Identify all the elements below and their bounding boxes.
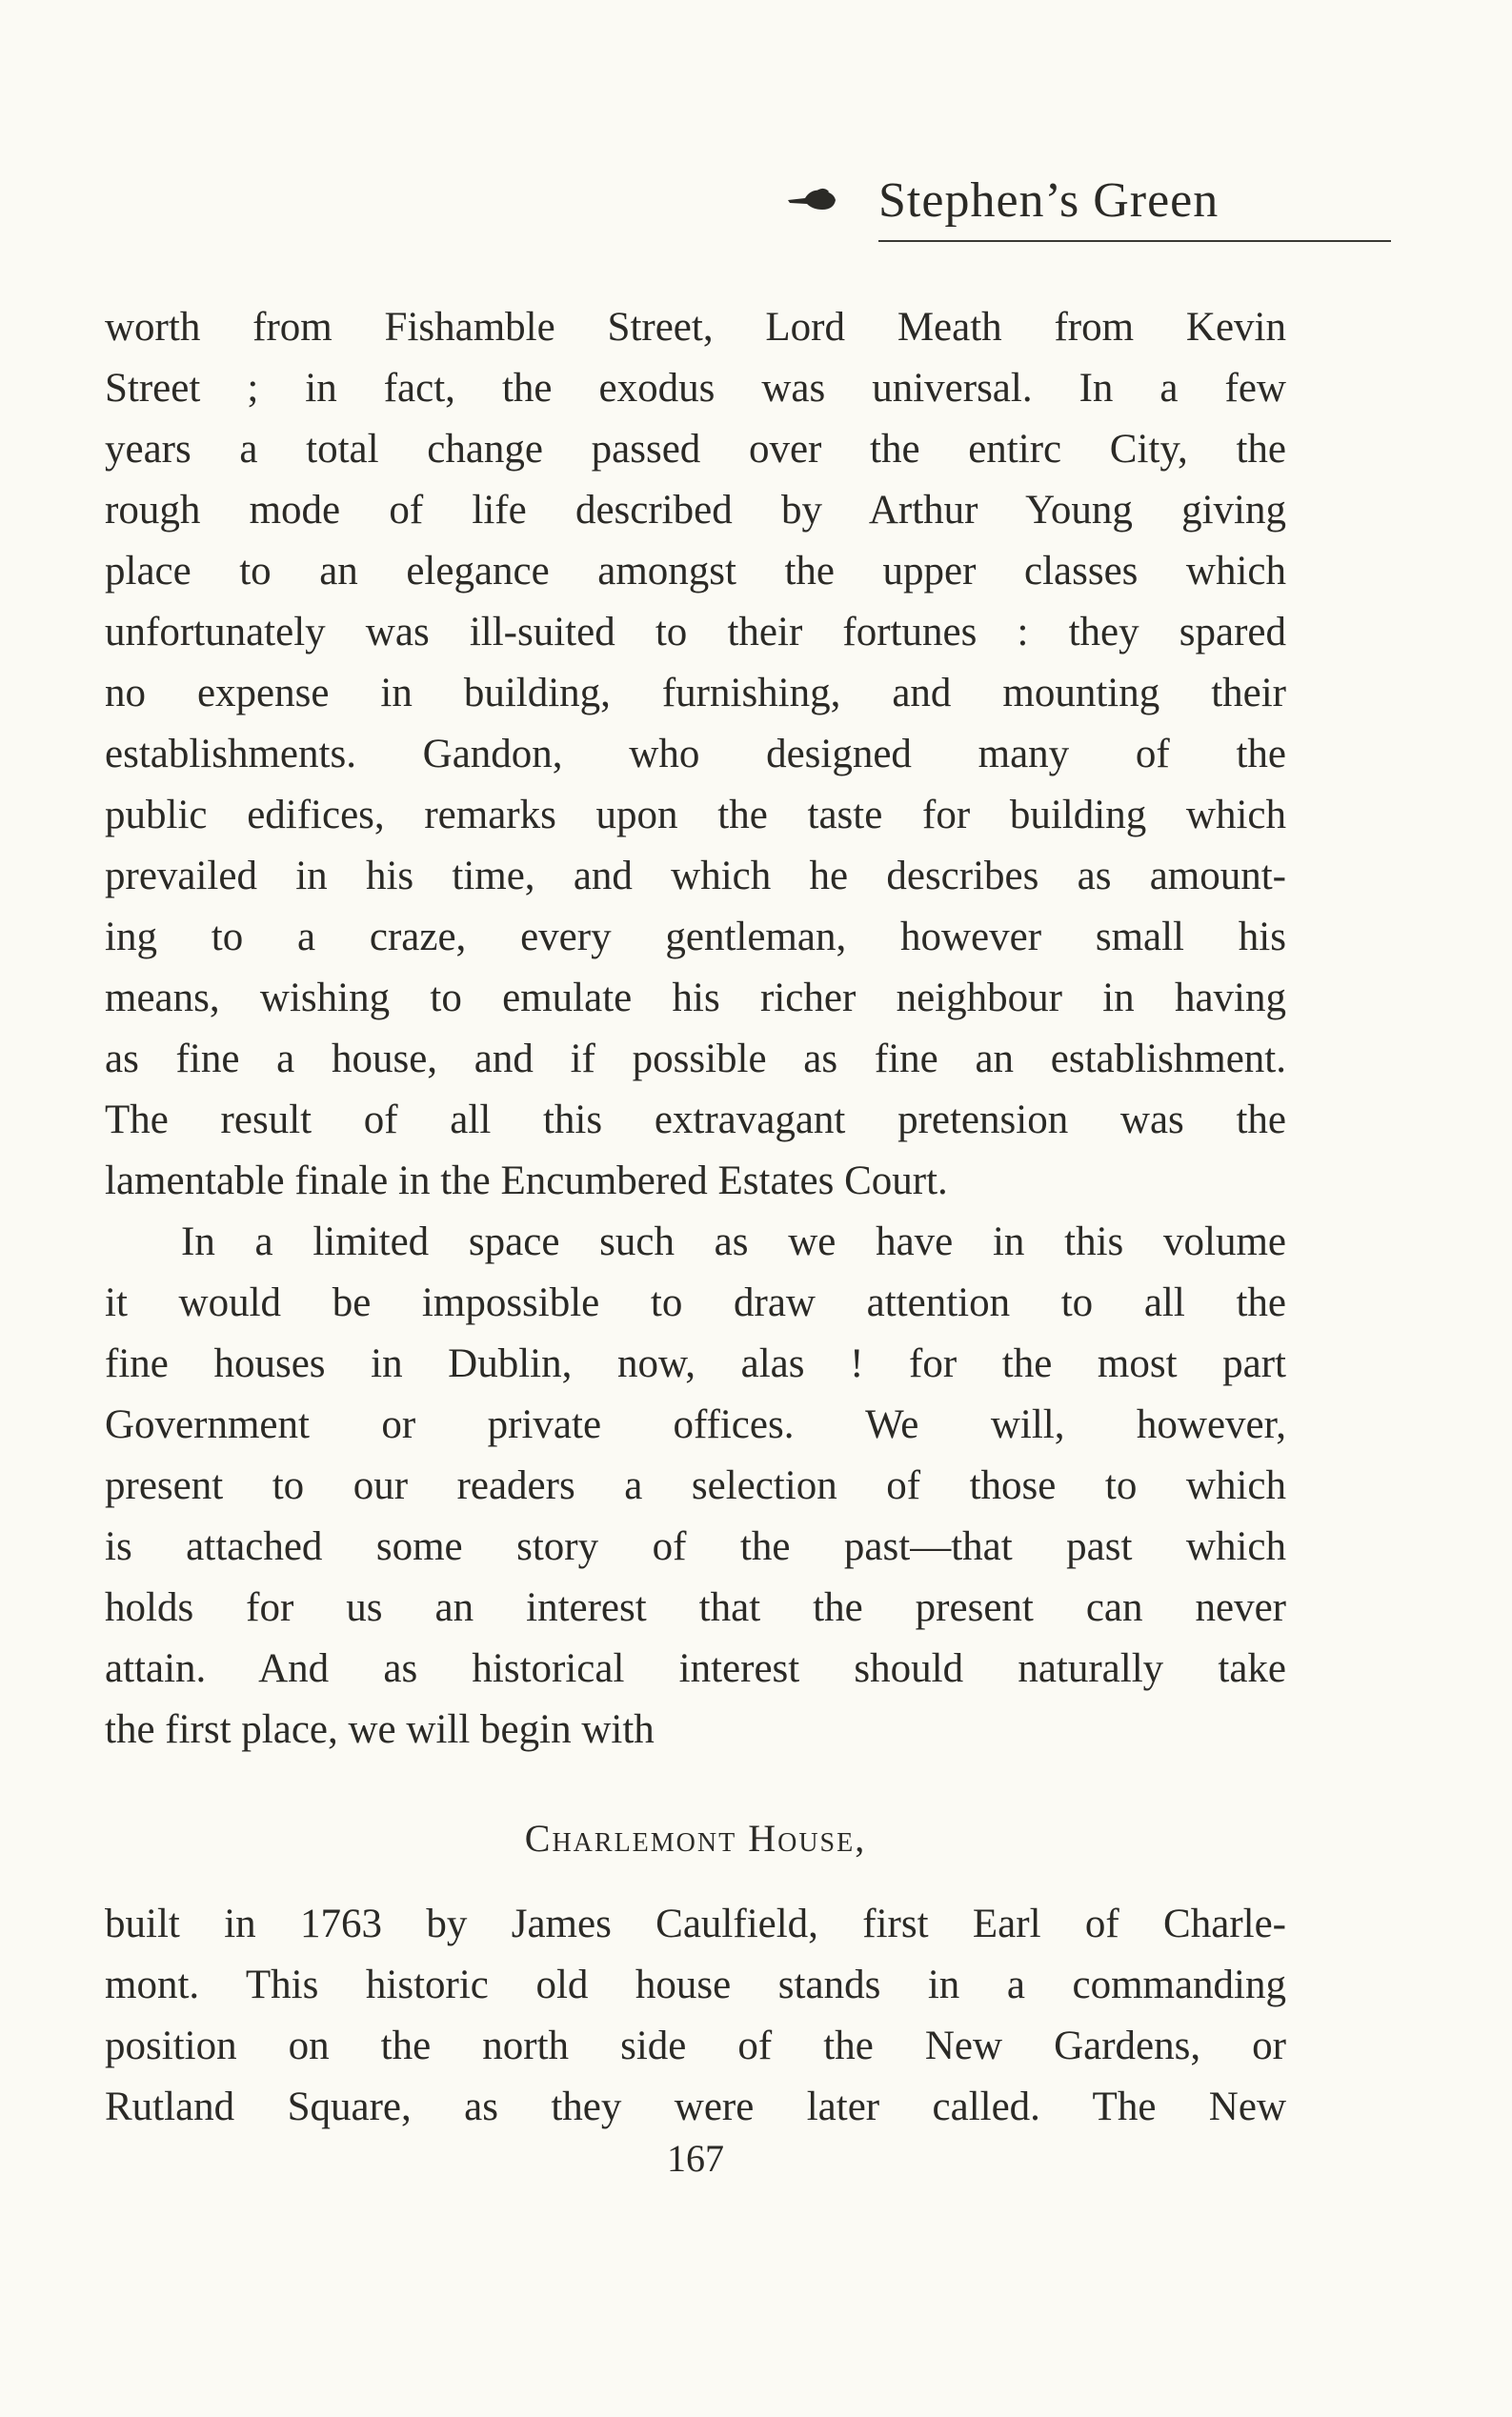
paragraph-2 bbox=[105, 1212, 1286, 1761]
text-line: the first place, we will begin with bbox=[105, 1707, 655, 1752]
text-line: lamentable finale in the Encumbered Estates Court. bbox=[105, 1158, 948, 1203]
text-line: attain. And as historical interest should naturally take bbox=[105, 1646, 1286, 1691]
running-header bbox=[105, 168, 1286, 244]
paragraph-1 bbox=[105, 297, 1286, 1212]
body-text bbox=[105, 297, 1286, 2138]
text-line: is attached some story of the past—that past which bbox=[105, 1524, 1286, 1569]
text-line: years a total change passed over the entirc City, the bbox=[105, 427, 1286, 472]
text-line: means, wishing to emulate his richer neighbour in having bbox=[105, 976, 1286, 1020]
section-heading: Charlemont House, bbox=[524, 1817, 867, 1860]
text-line: built in 1763 by James Caulfield, first Earl of Charle- bbox=[105, 1902, 1286, 1946]
text-line: as fine a house, and if possible as fine an establishment. bbox=[105, 1037, 1286, 1081]
text-line: mont. This historic old house stands in a commanding bbox=[105, 1963, 1286, 2007]
text-line: unfortunately was ill-suited to their fortunes : they spared bbox=[105, 610, 1286, 655]
page-number: 167 bbox=[667, 2137, 724, 2180]
text-line: it would be impossible to draw attention to all the bbox=[105, 1280, 1286, 1325]
text-line: fine houses in Dublin, now, alas ! for the most part bbox=[105, 1341, 1286, 1386]
text-line: place to an elegance amongst the upper classes which bbox=[105, 549, 1286, 594]
text-line: ing to a craze, every gentleman, however small his bbox=[105, 915, 1286, 959]
pointing-hand-icon bbox=[786, 179, 839, 217]
text-line: The result of all this extravagant pretension was the bbox=[105, 1098, 1286, 1142]
text-line: holds for us an interest that the present can never bbox=[105, 1585, 1286, 1630]
text-line: Street ; in fact, the exodus was universal. In a few bbox=[105, 366, 1286, 411]
text-line: prevailed in his time, and which he describes as amount- bbox=[105, 854, 1286, 898]
text-line: Rutland Square, as they were later called. The New bbox=[105, 2085, 1286, 2129]
text-line: public edifices, remarks upon the taste for building which bbox=[105, 793, 1286, 837]
text-line: worth from Fishamble Street, Lord Meath from Kevin bbox=[105, 305, 1286, 350]
running-title: Stephen’s Green bbox=[878, 173, 1220, 228]
text-line: present to our readers a selection of those to which bbox=[105, 1463, 1286, 1508]
paragraph-3 bbox=[105, 1894, 1286, 2138]
header-rule bbox=[878, 240, 1391, 242]
text-line: rough mode of life described by Arthur Young giving bbox=[105, 488, 1286, 533]
text-line: position on the north side of the New Gardens, or bbox=[105, 2024, 1286, 2068]
text-line: no expense in building, furnishing, and mounting their bbox=[105, 671, 1286, 715]
text-line: In a limited space such as we have in this volume bbox=[181, 1219, 1286, 1264]
text-line: Government or private offices. We will, however, bbox=[105, 1402, 1286, 1447]
text-line: establishments. Gandon, who designed many of the bbox=[105, 732, 1286, 776]
